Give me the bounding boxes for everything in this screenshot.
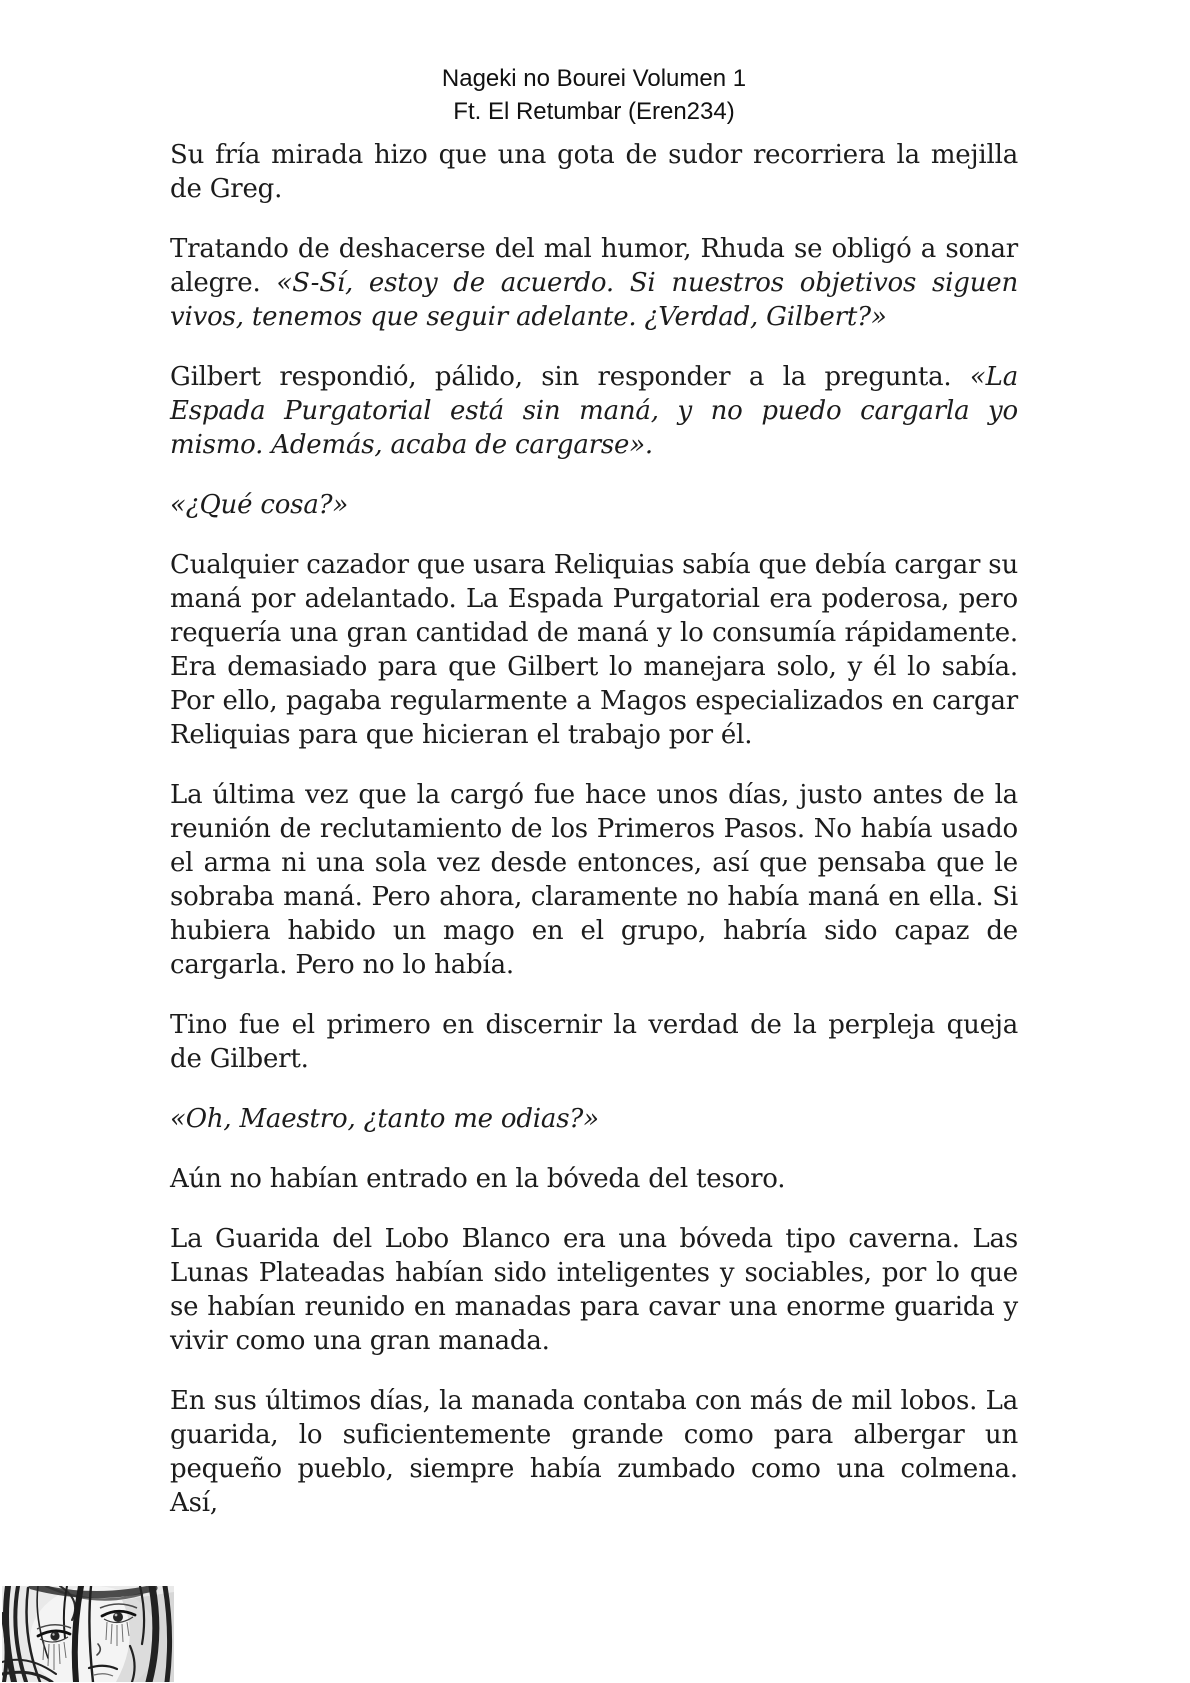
page-title [170,62,1018,128]
paragraph-5 [170,548,1018,752]
dialogue-run: «¿Qué cosa?» [170,490,349,520]
manga-face-drawing [2,1586,174,1682]
paragraph-11 [170,1384,1018,1520]
manga-face-illustration [2,1586,174,1682]
paragraph-2 [170,232,1018,334]
dialogue-run: «La Espada Purgatorial está sin maná, y no puedo cargarla yo mismo. Además, acaba de cargarse». [170,362,1018,460]
dialogue-run: «Oh, Maestro, ¿tanto me odias?» [170,1104,599,1134]
paragraph-4 [170,488,1018,522]
text-column [170,62,1018,1546]
text-run: Cualquier cazador que usara Reliquias sabía que debía cargar su maná por adelantado. La Espada Purgatorial era poderosa, pero requería una gran cantidad de maná y lo consumía rápidamente. Era demasiado para que Gilbert lo manejara solo, y él lo sabía. Por ello, pagaba regularmente a Magos especializados en cargar Reliquias para que hicieran el trabajo por él. [170,550,1018,750]
paragraph-1 [170,138,1018,206]
text-run: Su fría mirada hizo que una gota de sudor recorriera la mejilla de Greg. [170,140,1018,204]
paragraph-8 [170,1102,1018,1136]
text-run: Aún no habían entrado en la bóveda del tesoro. [170,1164,786,1194]
text-run: La Guarida del Lobo Blanco era una bóveda tipo caverna. Las Lunas Plateadas habían sido inteligentes y sociables, por lo que se habían reunido en manadas para cavar una enorme guarida y vivir como una gran manada. [170,1224,1018,1356]
paragraph-9 [170,1162,1018,1196]
paragraph-6 [170,778,1018,982]
paragraph-10 [170,1222,1018,1358]
title-line-2: Ft. El Retumbar (Eren234) [453,98,735,125]
title-line-1: Nageki no Bourei Volumen 1 [441,65,747,92]
paragraph-3 [170,360,1018,462]
paragraph-7 [170,1008,1018,1076]
text-run: Tratando de deshacerse del mal humor, Rhuda se obligó a sonar alegre. [170,234,1018,298]
text-run: La última vez que la cargó fue hace unos días, justo antes de la reunión de reclutamiento de los Primeros Pasos. No había usado el arma ni una sola vez desde entonces, así que pensaba que le sobraba maná. Pero ahora, claramente no había maná en ella. Si hubiera habido un mago en el grupo, habría sido capaz de cargarla. Pero no lo había. [170,780,1018,980]
text-run: En sus últimos días, la manada contaba con más de mil lobos. La guarida, lo suficientemente grande como para albergar un pequeño pueblo, siempre había zumbado como una colmena. Así, [170,1386,1018,1518]
text-run: Tino fue el primero en discernir la verdad de la perpleja queja de Gilbert. [170,1010,1018,1074]
text-run: Gilbert respondió, pálido, sin responder a la pregunta. [170,362,970,392]
dialogue-run: «S-Sí, estoy de acuerdo. Si nuestros objetivos siguen vivos, tenemos que seguir adelante. ¿Verdad, Gilbert?» [170,268,1018,332]
